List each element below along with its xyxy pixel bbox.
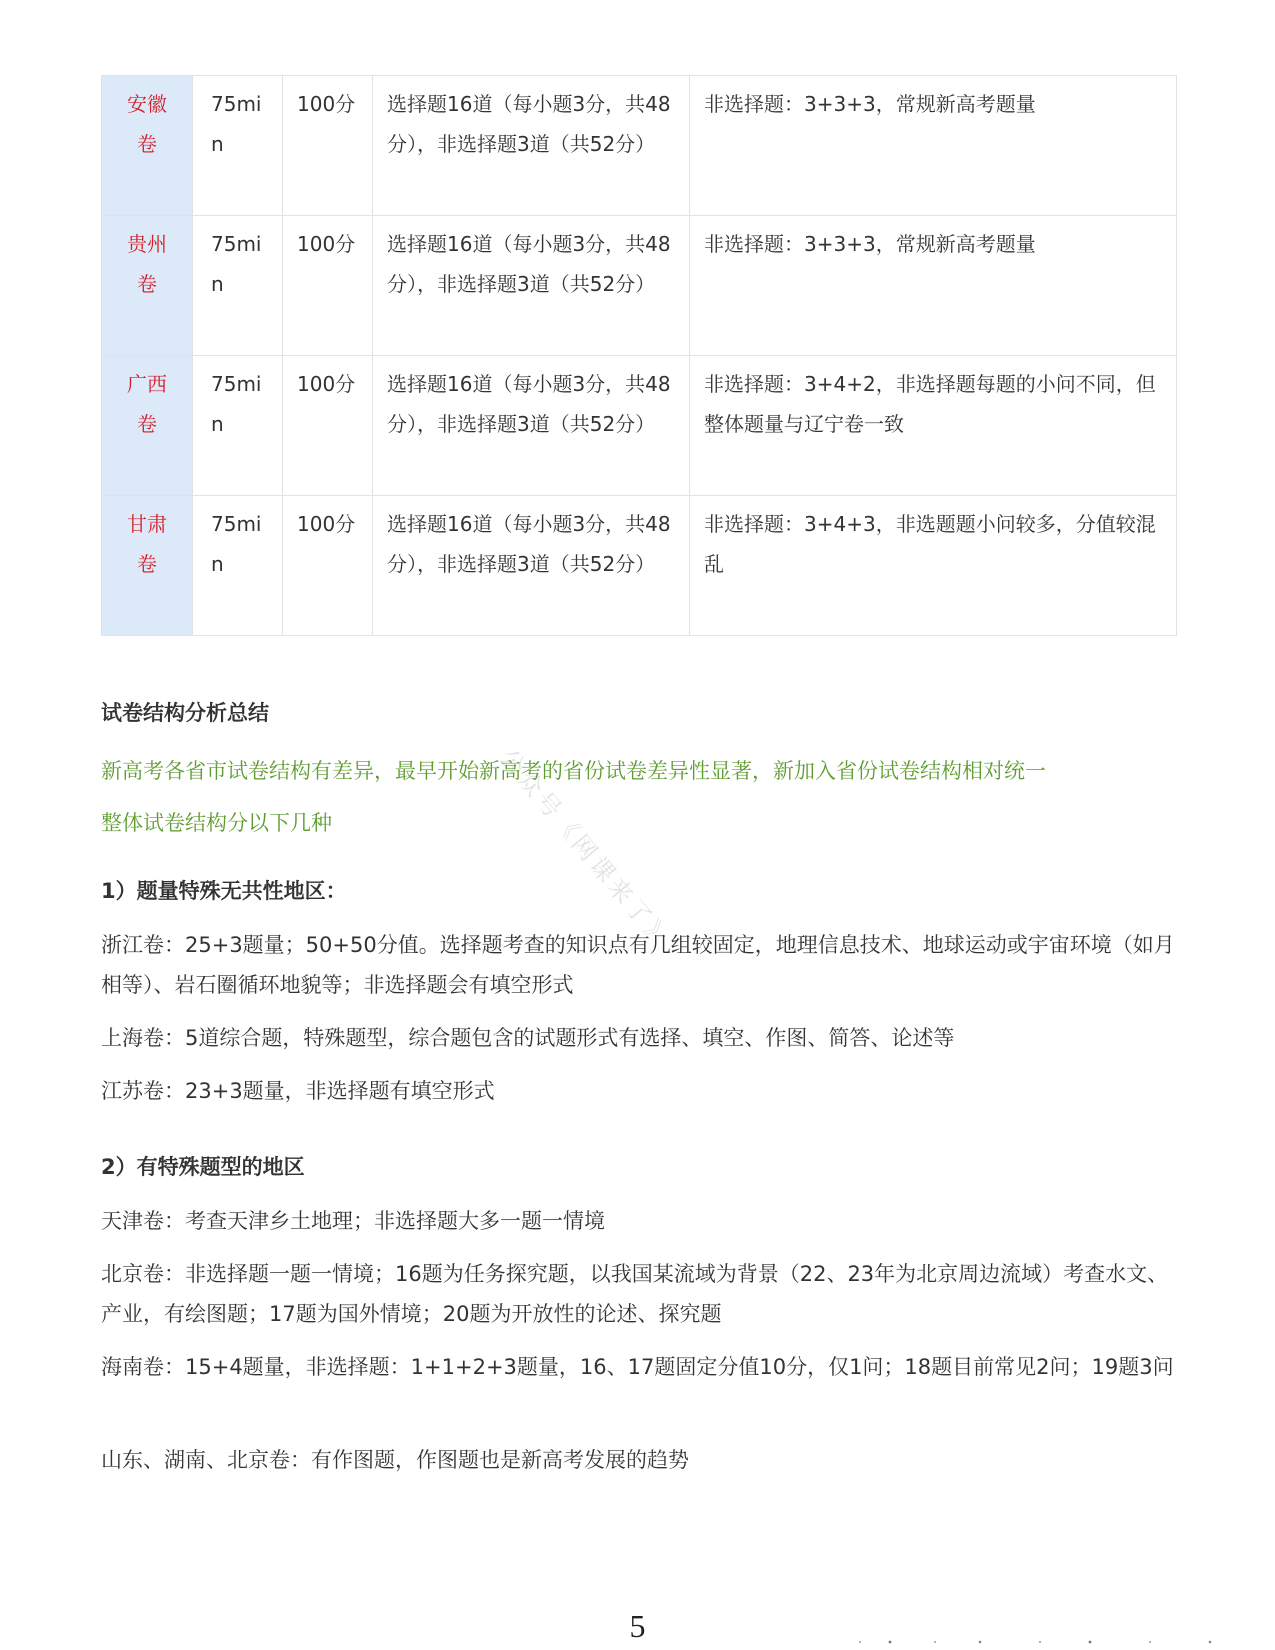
note-cell: 非选择题：3+3+3，常规新高考题量 <box>690 216 1177 356</box>
section-2-item-beijing: 北京卷：非选择题一题一情境；16题为任务探究题，以我国某流域为背景（22、23年为北京周边流域）考查水文、产业，有绘图题；17题为国外情境；20题为开放性的论述、探究题 <box>101 1262 1169 1326</box>
note-cell: 非选择题：3+3+3，常规新高考题量 <box>690 76 1177 216</box>
section-2-item-hainan: 海南卷：15+4题量，非选择题：1+1+2+3题量，16、17题固定分值10分，仅1问；18题目前常见2问；19题3问 <box>101 1355 1174 1379</box>
table-row <box>102 496 1177 636</box>
structure-cell: 选择题16道（每小题3分，共48分），非选择题3道（共52分） <box>373 216 690 356</box>
province-cell: 贵州卷 <box>102 216 193 356</box>
note-cell: 非选择题：3+4+3，非选题题小问较多，分值较混乱 <box>690 496 1177 636</box>
section-2-item-tianjin: 天津卷：考查天津乡土地理；非选择题大多一题一情境 <box>101 1209 605 1233</box>
summary-highlight-line-1: 新高考各省市试卷结构有差异，最早开始新高考的省份试卷差异性显著，新加入省份试卷结构相对统一 <box>101 759 1046 783</box>
watermark-text: 公众号《网课来了》 <box>493 743 678 955</box>
section-1-heading: 1）题量特殊无共性地区： <box>101 879 347 903</box>
time-cell: 75min <box>193 356 283 496</box>
score-cell: 100分 <box>283 356 373 496</box>
time-cell: 75min <box>193 76 283 216</box>
table-row <box>102 356 1177 496</box>
score-cell: 100分 <box>283 76 373 216</box>
exam-structure-table <box>101 75 1177 636</box>
table-row <box>102 76 1177 216</box>
province-cell: 甘肃卷 <box>102 496 193 636</box>
structure-cell: 选择题16道（每小题3分，共48分），非选择题3道（共52分） <box>373 496 690 636</box>
province-cell: 安徽卷 <box>102 76 193 216</box>
scan-noise-dots <box>850 1640 1250 1644</box>
page-number: 5 <box>629 1608 646 1644</box>
structure-cell: 选择题16道（每小题3分，共48分），非选择题3道（共52分） <box>373 76 690 216</box>
section-1-item-zhejiang: 浙江卷：25+3题量；50+50分值。选择题考查的知识点有几组较固定，地理信息技术、地球运动或宇宙环境（如月相等）、岩石圈循环地貌等；非选择题会有填空形式 <box>101 933 1175 997</box>
section-1-item-shanghai: 上海卷：5道综合题，特殊题型，综合题包含的试题形式有选择、填空、作图、简答、论述等 <box>101 1026 955 1050</box>
section-2-heading: 2）有特殊题型的地区 <box>101 1155 305 1179</box>
table-row <box>102 216 1177 356</box>
province-cell: 广西卷 <box>102 356 193 496</box>
summary-title: 试卷结构分析总结 <box>101 701 269 725</box>
note-cell: 非选择题：3+4+2，非选择题每题的小问不同，但整体题量与辽宁卷一致 <box>690 356 1177 496</box>
summary-highlight-line-2: 整体试卷结构分以下几种 <box>101 811 332 835</box>
score-cell: 100分 <box>283 496 373 636</box>
structure-cell: 选择题16道（每小题3分，共48分），非选择题3道（共52分） <box>373 356 690 496</box>
section-2-item-shandong: 山东、湖南、北京卷：有作图题，作图题也是新高考发展的趋势 <box>101 1448 689 1472</box>
time-cell: 75min <box>193 216 283 356</box>
time-cell: 75min <box>193 496 283 636</box>
score-cell: 100分 <box>283 216 373 356</box>
section-1-item-jiangsu: 江苏卷：23+3题量，非选择题有填空形式 <box>101 1079 495 1103</box>
